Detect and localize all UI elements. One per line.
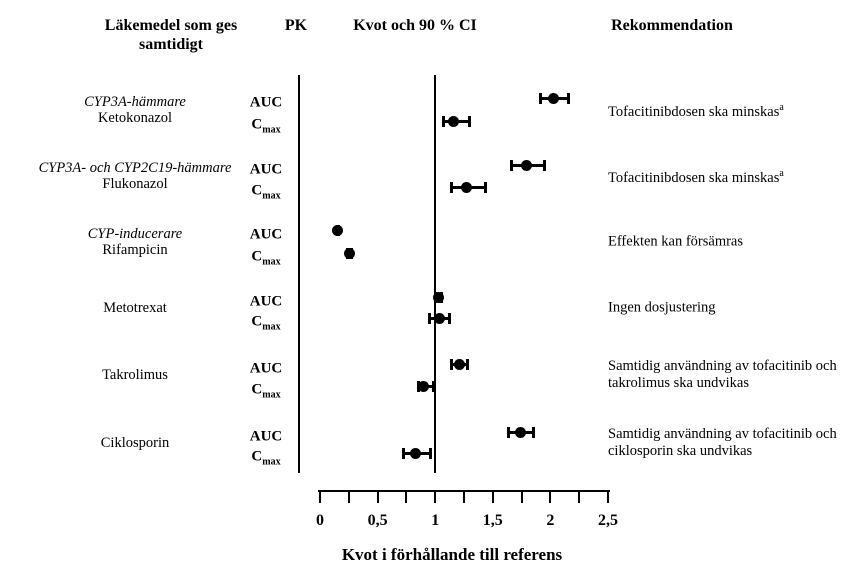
pk-auc-label: AUC (249, 293, 283, 310)
cmax-point (434, 313, 445, 324)
column-header-ratio-ci: Kvot och 90 % CI (353, 17, 477, 34)
auc-point (433, 292, 444, 303)
auc-point (332, 225, 343, 236)
column-header-drug-line1: Läkemedel som ges (104, 17, 238, 34)
drug-label (0, 94, 270, 126)
x-axis-tick (405, 490, 407, 503)
cmax-ci-cap-right (468, 116, 471, 127)
x-axis-tick (434, 490, 436, 503)
auc-ci-cap-left (539, 93, 542, 104)
x-axis-tick (578, 490, 580, 503)
x-axis-tick (377, 490, 379, 503)
pk-auc-label: AUC (249, 428, 283, 445)
cmax-point (461, 182, 472, 193)
pk-cmax-label: $C_{max}$ (251, 248, 281, 268)
pk-cmax-subscript: max (262, 456, 281, 468)
drug-label (0, 300, 270, 316)
pk-cmax-subscript: max (262, 321, 281, 333)
column-header-recommendation: Rekommendation (611, 17, 733, 34)
auc-point (454, 359, 465, 370)
pk-auc-label: AUC (249, 226, 283, 243)
pk-auc-label: AUC (249, 360, 283, 377)
pk-cmax-subscript: max (262, 389, 281, 401)
x-axis-tick (348, 490, 350, 503)
recommendation-footnote-marker: a (779, 101, 784, 113)
drug-name: Flukonazol (102, 176, 168, 192)
pk-cmax-label: $C_{max}$ (251, 381, 281, 401)
cmax-ci-cap-left (450, 182, 453, 193)
x-axis-tick-label: 0,5 (367, 512, 388, 529)
cmax-ci-cap-left (402, 448, 405, 459)
cmax-point (418, 381, 429, 392)
column-header-pk: PK (284, 17, 308, 34)
drug-label (0, 367, 270, 383)
x-axis-tick (319, 490, 321, 503)
x-axis-tick-label: 2 (546, 512, 555, 529)
drug-name: Ketokonazol (97, 109, 173, 126)
pk-cmax-subscript: max (262, 124, 281, 136)
auc-point (521, 160, 532, 171)
recommendation-footnote-marker: a (779, 168, 784, 180)
pk-cmax-subscript: max (262, 256, 281, 268)
pk-column-separator-line (298, 75, 300, 473)
auc-ci-cap-right (532, 427, 535, 438)
drug-name: Ciklosporin (100, 434, 170, 451)
x-axis-title: Kvot i förhållande till referens (341, 545, 563, 564)
drug-label (0, 435, 270, 451)
cmax-ci-cap-right (429, 448, 432, 459)
auc-ci-cap-left (510, 160, 513, 171)
cmax-ci-cap-left (442, 116, 445, 127)
x-axis-tick (463, 490, 465, 503)
recommendation-text: Samtidig användning av tofacitinib och takrolimus ska undvikas (608, 358, 837, 391)
drug-name: Metotrexat (103, 299, 167, 316)
pk-cmax-label: $C_{max}$ (251, 448, 281, 468)
recommendation-text: Samtidig användning av tofacitinib och ciklosporin ska undvikas (608, 425, 837, 459)
drug-class-label: CYP-inducerare (87, 225, 183, 242)
recommendation-text: Effekten kan försämras (608, 233, 744, 249)
pk-cmax-label: $C_{max}$ (251, 313, 281, 333)
x-axis-tick-label: 0 (316, 512, 324, 529)
reference-line-at-1 (434, 75, 436, 473)
auc-ci-cap-right (466, 359, 469, 370)
auc-ci-cap-left (450, 359, 453, 370)
recommendation-text: Tofacitinibdosen ska minskas$^a$ (608, 168, 784, 186)
cmax-ci-cap-right (448, 313, 451, 324)
recommendation-text: Ingen dosjustering (608, 299, 716, 315)
cmax-ci-cap-right (484, 182, 487, 193)
x-axis-tick-label: 1,5 (482, 512, 503, 529)
x-axis-tick (492, 490, 494, 503)
x-axis-tick-label: 1 (431, 512, 440, 529)
cmax-ci-cap-right (432, 381, 435, 392)
drug-name: Takrolimus (102, 367, 168, 383)
pk-auc-label: AUC (249, 161, 283, 178)
auc-ci-cap-left (507, 427, 510, 438)
drug-class-label: CYP3A-hämmare (84, 93, 186, 110)
x-axis-tick (607, 490, 609, 503)
column-header-drug (60, 16, 282, 54)
pk-cmax-label: $C_{max}$ (251, 182, 281, 202)
recommendation-text: Tofacitinibdosen ska minskas$^a$ (608, 101, 784, 120)
x-axis-tick (549, 490, 551, 503)
cmax-ci-cap-left (428, 313, 431, 324)
drug-name: Rifampicin (102, 241, 168, 258)
cmax-point (410, 448, 421, 459)
auc-ci-cap-right (567, 93, 570, 104)
cmax-point (344, 248, 355, 259)
auc-ci-cap-right (543, 160, 546, 171)
x-axis-tick (521, 490, 523, 503)
auc-point (515, 427, 526, 438)
pk-cmax-subscript: max (262, 190, 281, 202)
drug-class-label: CYP3A- och CYP2C19-hämmare (38, 160, 232, 176)
x-axis-tick-label: 2,5 (598, 512, 618, 529)
drug-label (0, 160, 270, 192)
pk-cmax-label: $C_{max}$ (251, 116, 281, 136)
column-header-drug-line2: samtidigt (139, 36, 203, 53)
cmax-point (448, 116, 459, 127)
auc-point (548, 93, 559, 104)
drug-label (0, 226, 270, 258)
pk-auc-label: AUC (249, 94, 283, 111)
